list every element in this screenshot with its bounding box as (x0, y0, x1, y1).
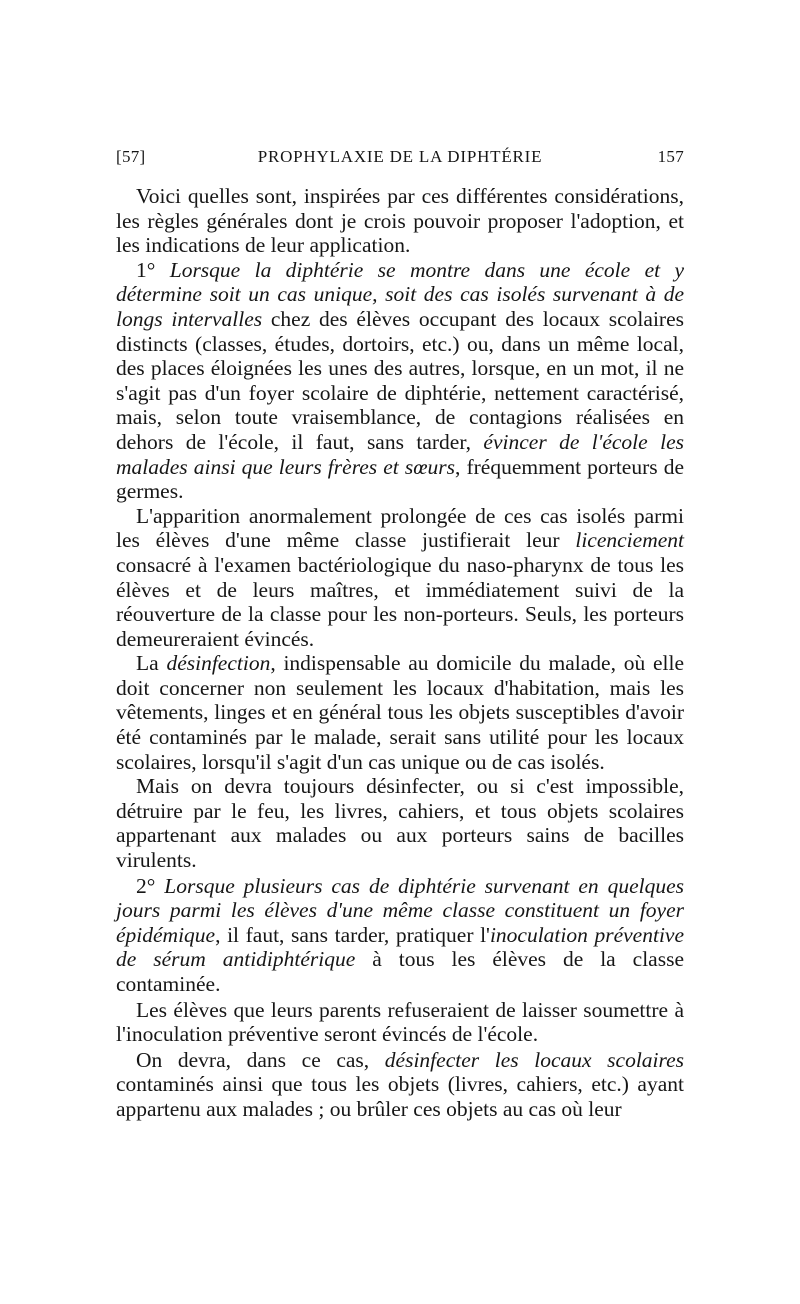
text-run: , indispensable au domicile du malade, où elle doit concerner non seulement les locaux d'habitation, mais les vêtements, linges et en général tous les objets susceptibles d'avoir été contaminés par le malade, serait sans utilité pour les locaux scolaires, lorsqu'il s'agit d'un cas unique ou de cas isolés. (116, 651, 684, 774)
italic-run: licenciement (575, 528, 684, 553)
paragraph (116, 258, 684, 504)
italic-run: inoculation préventive de sérum antidiphtérique (116, 922, 684, 972)
running-title: PROPHYLAXIE DE LA DIPHTÉRIE (257, 147, 543, 166)
page-number: 157 (657, 147, 684, 166)
paragraph (116, 1048, 684, 1122)
text-run: chez des élèves occupant des locaux scolaires distincts (classes, études, dortoirs, etc.) ou, dans un même local, des places éloignées les unes des autres, lorsque, en un mot, il ne s'agit pas d'un foyer scolaire de diphtérie, nettement caractérisé, mais, selon toute vraisemblance, de contagions réalisées en dehors de l'école, il faut, sans tarder, (116, 306, 684, 454)
italic-run: Lorsque la diphtérie se montre dans une école et y détermine soit un cas unique, soit des cas isolés survenant à de longs intervalles (116, 257, 685, 331)
italic-run: évincer de l'école les malades ainsi que leurs frères et sœurs (116, 429, 684, 479)
text-run: Les élèves que leurs parents refuseraient de laisser soumettre à l'inoculation préventive seront évincés de l'école. (116, 997, 684, 1047)
text-run: consacré à l'examen bactériologique du naso-pharynx de tous les élèves et de leurs maîtres, et immédiatement suivi de la réouverture de la classe pour les non-porteurs. Seuls, les porteurs demeureraient évincés. (116, 552, 684, 651)
running-head (116, 147, 684, 171)
text-run: La (136, 651, 167, 676)
paragraph (116, 184, 684, 258)
paragraph (116, 651, 684, 774)
text-run: , il faut, sans tarder, pratiquer l' (215, 922, 490, 947)
italic-run: désinfection (166, 651, 271, 676)
body-text (116, 184, 684, 1122)
text-run: , fréquemment porteurs de germes. (116, 454, 684, 504)
text-run: L'apparition anormalement prolongée de ces cas isolés parmi les élèves d'une même classe justifierait leur (116, 503, 684, 553)
text-run: 2° (136, 873, 165, 898)
italic-run: Lorsque plusieurs cas de diphtérie survenant en quelques jours parmi les élèves d'une même classe constituent un foyer épidémique (116, 873, 684, 947)
text-run: Voici quelles sont, inspirées par ces différentes considérations, les règles générales dont je crois pouvoir proposer l'adoption, et les indications de leur application. (116, 184, 684, 258)
paragraph (116, 998, 684, 1047)
paragraph (116, 874, 684, 997)
italic-run: désinfecter les locaux scolaires (384, 1047, 684, 1072)
text-run: Mais on devra toujours désinfecter, ou si c'est impossible, détruire par le feu, les livres, cahiers, et tous objets scolaires appartenant aux malades ou aux porteurs sains de bacilles virulents. (116, 774, 684, 873)
paragraph (116, 774, 684, 872)
text-run: à tous les élèves de la classe contaminée. (116, 947, 684, 996)
section-number: [57] (116, 147, 146, 166)
paragraph (116, 504, 684, 652)
text-run: 1° (136, 257, 170, 282)
text-run: On devra, dans ce cas, (136, 1047, 385, 1072)
text-run: contaminés ainsi que tous les objets (livres, cahiers, etc.) ayant appartenu aux malades ; ou brûler ces objets au cas où leur (116, 1072, 684, 1121)
